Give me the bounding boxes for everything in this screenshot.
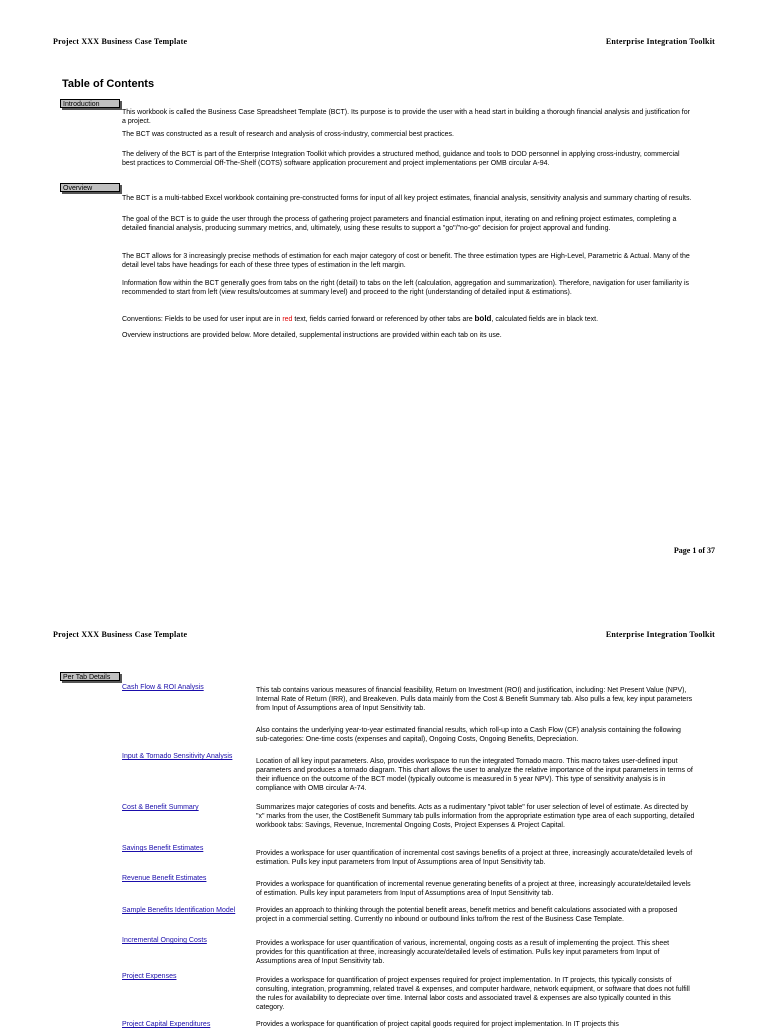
link-cost-benefit-summary[interactable]: Cost & Benefit Summary bbox=[122, 804, 199, 811]
header-left: Project XXX Business Case Template bbox=[53, 630, 188, 639]
link-savings-benefit[interactable]: Savings Benefit Estimates bbox=[122, 845, 204, 852]
overview-p6: Overview instructions are provided below. More detailed, supplemental instructions are provided within each tab on its use. bbox=[122, 332, 502, 339]
page-number: Page 1 of 37 bbox=[673, 546, 715, 555]
link-project-expenses[interactable]: Project Expenses bbox=[122, 973, 177, 980]
desc-input-tornado: Location of all key input parameters. Also, provides workspace to run the integrated Tornado macro. This macro takes user-defined input parameters and produces a tornado diagram. This chart allows the user to analyze the relative importance of the input parameters in terms of their influence on the outcome of the BCT model (typically outcome is measured in 5 year NPV). This type of sensitivity analysis is in compliance with OMB circular A-74. bbox=[256, 758, 693, 792]
intro-p1: This workbook is called the Business Case Spreadsheet Template (BCT). Its purpose is to provide the user with a head start in building a thorough financial analysis and justification for a project. bbox=[122, 109, 690, 125]
link-incremental-ongoing[interactable]: Incremental Ongoing Costs bbox=[122, 937, 207, 944]
desc-sample-benefits: Provides an approach to thinking through the potential benefit areas, benefit metrics and benefit calculations associated with a proposed project in a commercial setting. Currently no inbound or outbound links to/from the rest of the Business Case Template. bbox=[256, 907, 678, 923]
desc-cost-benefit-summary: Summarizes major categories of costs and benefits. Acts as a rudimentary "pivot table" for user selection of level of estimate. As directed by "x" marks from the user, the CostBenefit Summary tab pulls information from the appropriate estimation type area of each supporting, detailed workbook tabs: Savings, Revenue, Incremental Ongoing Costs, Project Expenses & Project Capital. bbox=[256, 804, 695, 829]
header-left: Project XXX Business Case Template bbox=[53, 37, 188, 46]
link-revenue-benefit[interactable]: Revenue Benefit Estimates bbox=[122, 875, 207, 882]
link-input-tornado[interactable]: Input & Tornado Sensitivity Analysis bbox=[122, 753, 233, 760]
intro-p2: The BCT was constructed as a result of research and analysis of cross-industry, commercial best practices. bbox=[122, 131, 454, 138]
link-cash-flow-roi[interactable]: Cash Flow & ROI Analysis bbox=[122, 684, 204, 691]
per-tab-button[interactable]: Per Tab Details bbox=[60, 672, 120, 681]
header-right: Enterprise Integration Toolkit bbox=[605, 630, 715, 639]
desc-project-capital: Provides a workspace for quantification of project capital goods required for project implementation. In IT projects this bbox=[256, 1021, 619, 1028]
bold-sample: bold bbox=[474, 314, 492, 323]
conventions-text: Conventions: Fields to be used for user input are in red text, fields carried forward or referenced by other tabs are bold, calculated fields are in black text. bbox=[122, 314, 599, 323]
red-sample: red bbox=[282, 316, 293, 323]
page-header bbox=[53, 37, 715, 51]
desc-revenue-benefit: Provides a workspace for quantification of incremental revenue generating benefits of a project at three, increasingly accurate/detailed levels of estimation. Pulls key input parameters from Input of Assumptions area of Input Sensitivity tab. bbox=[256, 881, 691, 897]
intro-button[interactable]: Introduction bbox=[60, 99, 120, 108]
intro-p3: The delivery of the BCT is part of the Enterprise Integration Toolkit which provides a structured method, guidance and tools to DOD personnel in applying cross-industry, commercial best practices to Commercial Off-The-Shelf (COTS) software application procurement and project implementations per OMB circular A-94. bbox=[122, 151, 680, 167]
desc-cash-flow-roi-2: Also contains the underlying year-to-year estimated financial results, which roll-up into a Cash Flow (CF) analysis containing the following sub-categories: One-time costs (expenses and capital), Ongoing Costs, Ongoing Benefits, Depreciation. bbox=[256, 727, 681, 743]
link-project-capital[interactable]: Project Capital Expenditures bbox=[122, 1021, 211, 1028]
overview-p3: The BCT allows for 3 increasingly precise methods of estimation for each major category of cost or benefit. The three estimation types are High-Level, Parametric & Actual. Many of the detail level tabs have headings for each of these three types of estimation in the left margin. bbox=[122, 253, 690, 269]
desc-cash-flow-roi: This tab contains various measures of financial feasibility, Return on Investment (ROI) and justification, including: Net Present Value (NPV), Internal Rate of Return (IRR), and Breakeven. Pulls data mainly from the Cost & Benefit Summary tab. Also pulls a few, key input parameters from Input of Assumptions area of Input Sensitivity tab. bbox=[256, 687, 693, 712]
overview-p2: The goal of the BCT is to guide the user through the process of gathering project parameters and financial estimation input, iterating on and refining project estimates, completing a detailed financial analysis, producing summary metrics, and, ultimately, using these results to support a "go"/"no-go" decision for project approval and funding. bbox=[122, 216, 677, 232]
header-right: Enterprise Integration Toolkit bbox=[605, 37, 715, 46]
desc-project-expenses: Provides a workspace for quantification of project expenses required for project implementation. In IT projects, this typically consists of consulting, integration, programming, related travel & expenses, and computer hardware, network equipment, or software that does not fulfill the rules for availability to depreciate over time. Internal labor costs and associated travel & expenses are also typically counted in this category. bbox=[256, 977, 690, 1011]
toc-title: Table of Contents bbox=[62, 78, 155, 90]
page-header-2 bbox=[53, 630, 715, 644]
desc-savings-benefit: Provides a workspace for user quantification of incremental cost savings benefits of a project at three, increasingly accurate/detailed levels of estimation. Pulls key input parameters from Input of Assumptions area of Input Sensitivity tab. bbox=[256, 850, 693, 866]
desc-incremental-ongoing: Provides a workspace for user quantification of various, incremental, ongoing costs as a result of implementing the project. This sheet provides for this quantification at three, increasingly accurate/detailed levels of estimation. Pulls key input parameters from Input of Assumptions area of Input Sensitivity tab. bbox=[256, 940, 670, 965]
overview-button[interactable]: Overview bbox=[60, 183, 120, 192]
overview-p4: Information flow within the BCT generally goes from tabs on the right (detail) to tabs on the left (calculation, aggregation and summarization). Therefore, navigation for user familiarity is recommended to start from left (view results/outcomes at summary level) and proceed to the right (understanding of detailed input & estimations). bbox=[122, 280, 690, 296]
link-sample-benefits[interactable]: Sample Benefits Identification Model bbox=[122, 907, 236, 914]
overview-p1: The BCT is a multi-tabbed Excel workbook containing pre-constructed forms for input of all key project estimates, financial analysis, sensitivity analysis and summary charting of results. bbox=[122, 195, 692, 202]
